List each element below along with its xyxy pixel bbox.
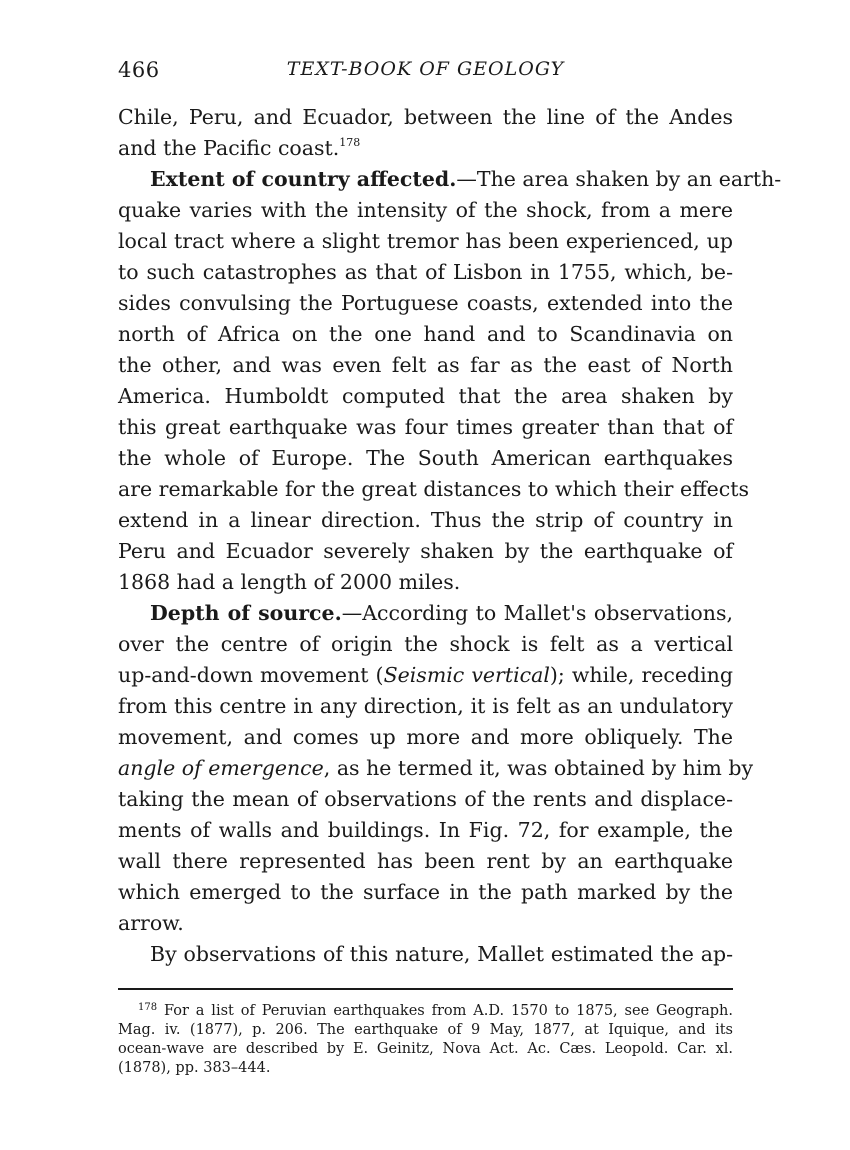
text-line: to such catastrophes as that of Lisbon in 1755, which, be-: [118, 260, 733, 284]
text-line: America. Humboldt computed that the area shaken by: [118, 384, 733, 408]
text-line: sides convulsing the Portuguese coasts, extended into the: [118, 291, 733, 315]
text-line: movement, and comes up more and more obliquely. The: [118, 725, 733, 749]
text-line: wall there represented has been rent by an earthquake: [118, 849, 733, 873]
italic-term: angle of emergence: [118, 756, 324, 780]
text-line: this great earthquake was four times greater than that of: [118, 415, 733, 439]
footnote-number: 178: [138, 1002, 158, 1013]
text-span: and the Pacific coast.: [118, 136, 340, 160]
text-span: ); while, receding: [549, 663, 734, 687]
section-heading-depth: Depth of source.: [150, 601, 342, 625]
text-line: [118, 164, 782, 195]
text-span: —The area shaken by an earth-: [456, 167, 782, 191]
text-line: the other, and was even felt as far as the east of North: [118, 353, 733, 377]
footnote-divider: [118, 988, 733, 990]
text-line: [118, 133, 733, 164]
footnote-line: [118, 1002, 733, 1021]
footnote-line: Mag. iv. (1877), p. 206. The earthquake of 9 May, 1877, at Iquique, and its: [118, 1022, 733, 1038]
text-line: quake varies with the intensity of the shock, from a mere: [118, 198, 733, 222]
text-span: For a list of Peruvian earthquakes from A.D. 1570 to 1875, see Geograph.: [163, 1003, 734, 1019]
footnote-line: ocean-wave are described by E. Geinitz, Nova Act. Ac. Cæs. Leopold. Car. xl.: [118, 1041, 733, 1057]
text-line: [118, 598, 733, 629]
text-line: north of Africa on the one hand and to Scandinavia on: [118, 322, 733, 346]
text-line: are remarkable for the great distances to which their effects: [118, 477, 750, 501]
body-text: [118, 102, 782, 970]
text-line: Chile, Peru, and Ecuador, between the line of the Andes: [118, 105, 733, 129]
italic-term: Seismic vertical: [383, 663, 550, 687]
footnote: [118, 1002, 733, 1078]
text-line: ments of walls and buildings. In Fig. 72, for example, the: [118, 818, 733, 842]
text-line: from this centre in any direction, it is felt as an undulatory: [118, 694, 733, 718]
text-line: Peru and Ecuador severely shaken by the earthquake of: [118, 539, 733, 563]
text-line: [118, 753, 754, 784]
text-line: arrow.: [118, 911, 184, 935]
page-header: [118, 58, 733, 88]
text-line: [118, 660, 733, 691]
section-heading-extent: Extent of country affected.: [150, 167, 457, 191]
footnote-reference: 178: [339, 136, 361, 149]
text-line: which emerged to the surface in the path marked by the: [118, 880, 733, 904]
footnote-line: (1878), pp. 383–444.: [118, 1060, 271, 1076]
text-span: , as he termed it, was obtained by him by: [323, 756, 754, 780]
text-line: over the centre of origin the shock is felt as a vertical: [118, 632, 733, 656]
text-line: the whole of Europe. The South American earthquakes: [118, 446, 733, 470]
text-span: —According to Mallet's observations,: [341, 601, 733, 625]
text-line: 1868 had a length of 2000 miles.: [118, 570, 461, 594]
text-line: By observations of this nature, Mallet estimated the ap-: [150, 942, 733, 966]
text-line: extend in a linear direction. Thus the strip of country in: [118, 508, 733, 532]
page-number: 466: [118, 58, 160, 82]
text-line: taking the mean of observations of the rents and displace-: [118, 787, 733, 811]
text-line: local tract where a slight tremor has been experienced, up: [118, 229, 733, 253]
running-title: TEXT-BOOK OF GEOLOGY: [286, 58, 565, 80]
text-span: up-and-down movement (: [118, 663, 384, 687]
